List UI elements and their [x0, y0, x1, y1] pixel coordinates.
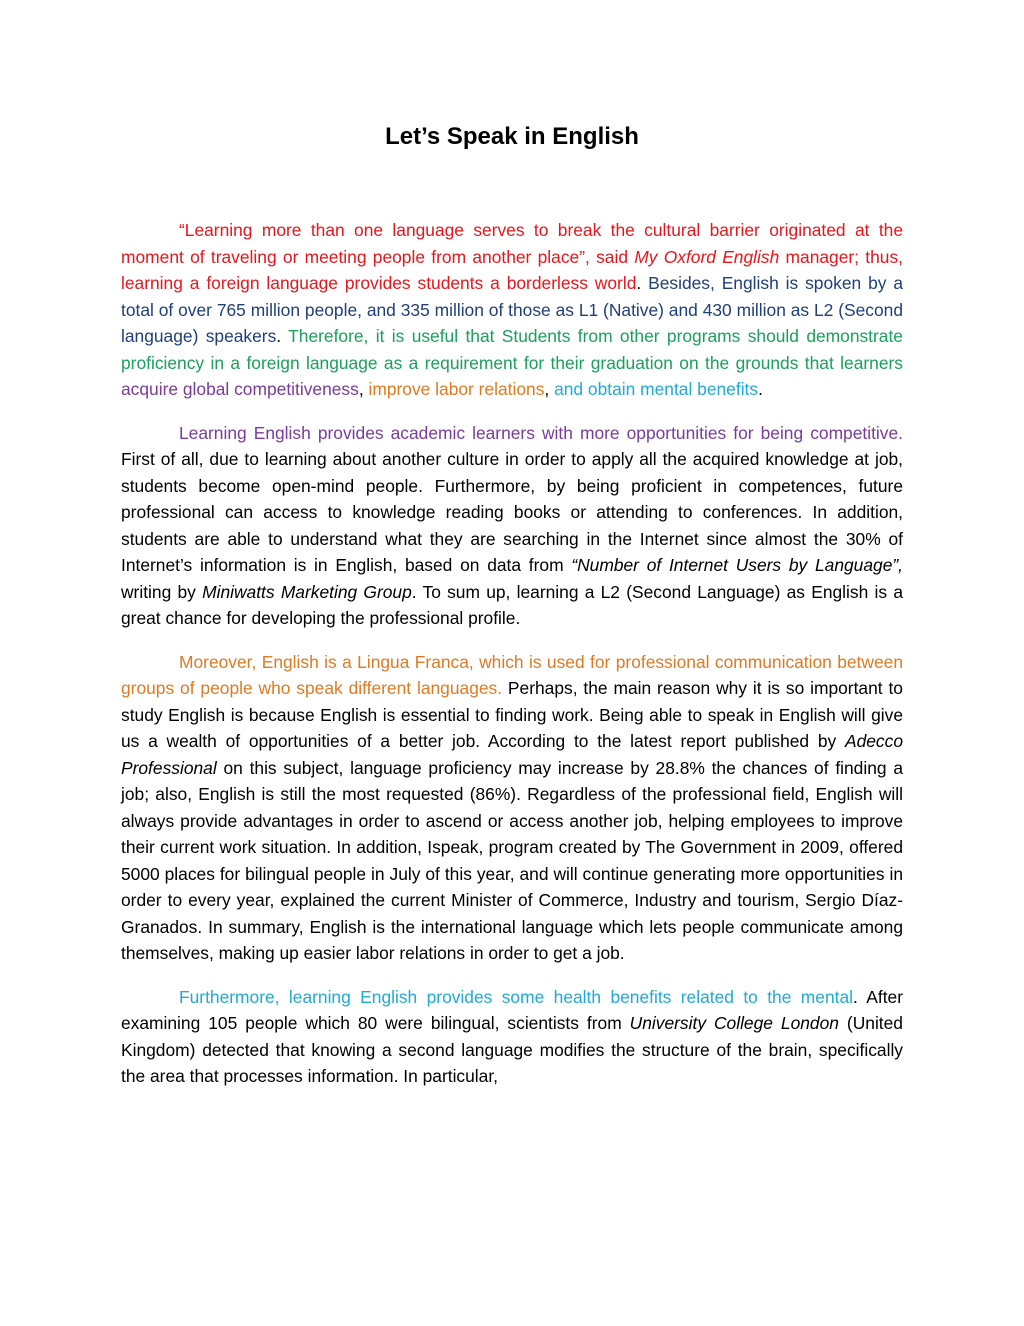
- paragraph-mental-benefits: [121, 984, 903, 1090]
- paragraph-labor-relations: [121, 649, 903, 967]
- competitiveness-connector: writing by: [121, 581, 203, 602]
- intro-period: .: [636, 273, 649, 293]
- intro-source-name: My Oxford English: [634, 246, 780, 267]
- intro-comma: ,: [544, 379, 555, 399]
- labor-body-continued: on this subject, language proficiency may increase by 28.8% the chances of finding a job; also, English is still the most requested (86%). Regardless of the professional field, English will always provide advantages in order to ascend or access another job, helping employees to improve their current work situation. In addition, Ispeak, program created by The Government in 2009, offered 5000 places for bilingual people in July of this year, and will continue generating more opportunities in order to every year, explained the current Minister of Commerce, Industry and tourism, Sergio Díaz-Granados. In summary, English is the international language which lets people communicate among themselves, making up easier labor relations in order to get a job.: [121, 757, 903, 963]
- paragraph-introduction: [121, 217, 903, 403]
- intro-period: .: [276, 326, 289, 346]
- competitiveness-body-text: First of all, due to learning about another culture in order to apply all the acquired knowledge at job, students become open-mind people. Furthermore, by being proficient in competences, future professional can access to knowledge reading books or attending to conferences. In addition, students are able to understand what they are searching in the Internet since almost the 30% of Internet’s information is in English, based on data from: [121, 449, 903, 575]
- competitiveness-source-title: “Number of Internet Users by Language”,: [571, 555, 903, 575]
- mental-source-name: University College London: [629, 1013, 839, 1033]
- intro-reason-competitiveness: acquire global competitiveness: [121, 379, 359, 399]
- mental-body-text: . After examining 105 people which 80 were bilingual, scientists from: [121, 986, 903, 1033]
- mental-body-continued: (United Kingdom) detected that knowing a second language modifies the structure of the brain, specifically the area that processes information. In particular,: [121, 1013, 903, 1086]
- competitiveness-conclusion: . To sum up, learning a L2 (Second Language) as English is a great chance for developing the professional profile.: [121, 581, 903, 628]
- intro-claim-text: Therefore, it is useful that Students from other programs should demonstrate proficiency in a foreign language as a requirement for their graduation on the grounds that learners: [121, 326, 903, 373]
- intro-reason-labor: improve labor relations: [368, 379, 545, 399]
- intro-comma: ,: [358, 379, 369, 399]
- intro-statistics-text: Besides, English is spoken by a total of over 765 million people, and 335 million of those as L1 (Native) and 430 million as L2 (Second language) speakers: [121, 273, 904, 346]
- competitiveness-source-author: Miniwatts Marketing Group: [202, 581, 412, 602]
- labor-topic-sentence: Moreover, English is a Lingua Franca, which is used for professional communication between groups of people who speak different languages.: [121, 651, 903, 698]
- mental-topic-sentence: Furthermore, learning English provides some health benefits related to the mental: [179, 986, 853, 1007]
- intro-period: .: [758, 379, 763, 399]
- labor-source-name: Adecco Professional: [121, 731, 903, 778]
- competitiveness-topic-sentence: Learning English provides academic learners with more opportunities for being competitive.: [179, 422, 903, 443]
- intro-reason-mental: and obtain mental benefits: [554, 379, 759, 399]
- paragraph-competitiveness: [121, 420, 903, 632]
- document-body: [121, 217, 903, 1107]
- document-title: Let’s Speak in English: [385, 123, 639, 150]
- labor-body-text: Perhaps, the main reason why it is so important to study English is because English is essential to finding work. Being able to speak in English will give us a wealth of opportunities of a better job. According to the latest report published by: [121, 678, 903, 751]
- intro-thesis-text: manager; thus, learning a foreign language provides students a borderless world: [121, 246, 903, 293]
- intro-quote-text: “Learning more than one language serves to break the cultural barrier originated at the moment of traveling or meeting people from another place”, said: [121, 220, 903, 267]
